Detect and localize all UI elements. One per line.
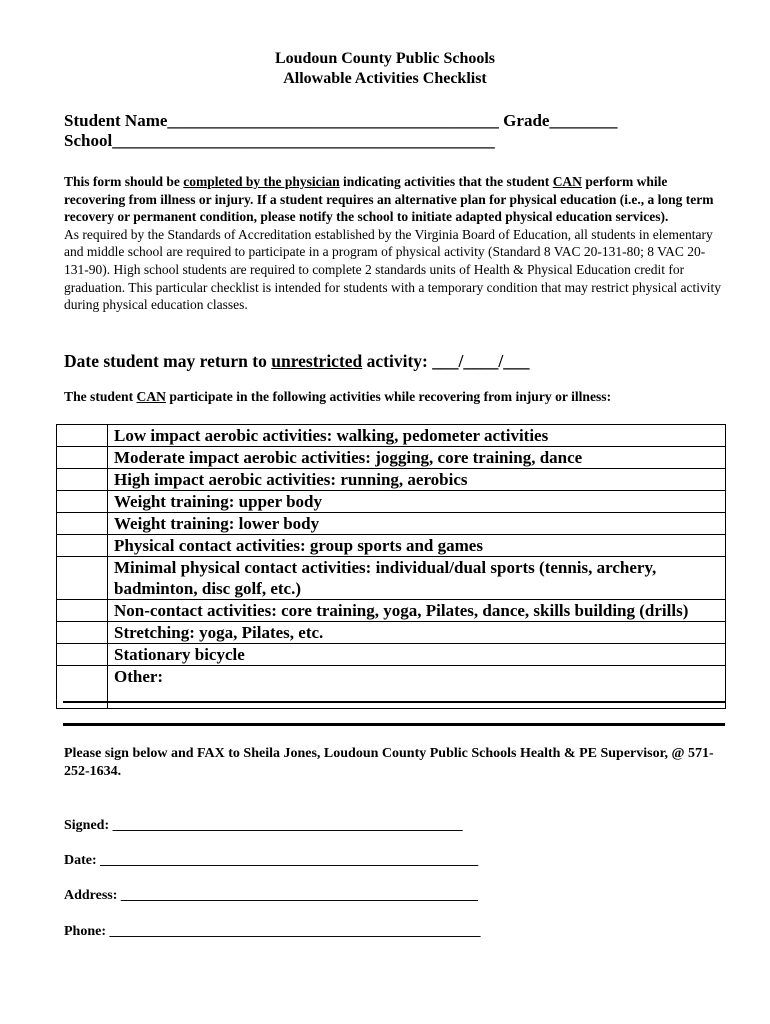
signed-row — [64, 818, 463, 834]
intro-regular: As required by the Standards of Accreditation established by the Virginia Board of Education, all students in elementary and middle school are required to participate in a program of physical activity (Standard 8 VAC 20-131-80; 8 VAC 20-131-90). High school students are required to complete 2 standards units of Health & Physical Education credit for graduation. This particular checklist is intended for students with a temporary condition that may restrict physical activity during physical education classes. — [64, 226, 721, 313]
divider — [63, 701, 725, 703]
checkbox-cell-upper-body[interactable] — [57, 491, 108, 513]
form-title: Allowable Activities Checklist — [283, 70, 487, 87]
checkbox-cell-lower-body[interactable] — [57, 513, 108, 535]
table-row — [57, 447, 726, 469]
return-date-line — [64, 351, 529, 372]
fax-instruction: Please sign below and FAX to Sheila Jones, Loudoun County Public Schools Health & PE Supervisor, @ 571-252-1634. — [64, 746, 714, 779]
activity-label: Stationary bicycle — [108, 644, 726, 666]
can-underlined: CAN — [136, 389, 166, 404]
school-field[interactable]: _____________________________________________ — [112, 131, 495, 150]
checkbox-cell-bicycle[interactable] — [57, 644, 108, 666]
intro-bold-2: indicating activities that the student — [339, 174, 553, 189]
table-row — [57, 535, 726, 557]
checkbox-cell-minimal-contact[interactable] — [57, 557, 108, 600]
activity-label: Weight training: upper body — [108, 491, 726, 513]
can-prefix: The student — [64, 389, 137, 404]
activity-label: Physical contact activities: group sports and games — [108, 535, 726, 557]
return-date-field[interactable]: activity: ___/____/___ — [362, 351, 530, 371]
activity-label: Weight training: lower body — [108, 513, 726, 535]
table-row — [57, 469, 726, 491]
table-row — [57, 491, 726, 513]
return-date-unrestricted: unrestricted — [271, 351, 363, 371]
student-name-field[interactable]: _______________________________________ — [167, 111, 499, 130]
return-date-prefix: Date student may return to — [64, 351, 272, 371]
signed-field[interactable]: __________________________________________________ — [112, 818, 463, 833]
school-title: Loudoun County Public Schools — [274, 50, 496, 67]
activity-label: Minimal physical contact activities: individual/dual sports (tennis, archery, badminton, disc golf, etc.) — [108, 557, 726, 600]
table-row — [57, 644, 726, 666]
intro-bold-3: perform while recovering from illness or injury. If a student requires an alternative plan for physical education (i.e., a long term recovery or permanent condition, please notify the school to initiate adapted physical education services). — [64, 174, 714, 225]
divider-thick — [63, 723, 725, 726]
address-label: Address: — [64, 888, 121, 903]
checkbox-cell-high-impact[interactable] — [57, 469, 108, 491]
activity-label: Low impact aerobic activities: walking, pedometer activities — [108, 425, 726, 447]
activity-label: High impact aerobic activities: running, aerobics — [108, 469, 726, 491]
grade-field[interactable]: ________ — [549, 111, 618, 130]
address-row — [64, 888, 478, 904]
date-label: Date: — [64, 853, 101, 868]
activity-label-other[interactable]: Other: — [108, 666, 726, 709]
address-field[interactable]: ___________________________________________________ — [120, 888, 478, 903]
checkbox-cell-moderate-impact[interactable] — [57, 447, 108, 469]
table-row — [57, 622, 726, 644]
signed-label: Signed: — [64, 818, 113, 833]
phone-label: Phone: — [64, 924, 110, 939]
checkbox-cell-contact[interactable] — [57, 535, 108, 557]
activity-label: Non-contact activities: core training, yoga, Pilates, dance, skills building (drills) — [108, 600, 726, 622]
grade-label: Grade — [498, 111, 550, 130]
table-row — [57, 425, 726, 447]
checkbox-cell-stretching[interactable] — [57, 622, 108, 644]
activity-label: Stretching: yoga, Pilates, etc. — [108, 622, 726, 644]
can-suffix: participate in the following activities while recovering from injury or illness: — [165, 389, 612, 404]
intro-physician: completed by the physician — [183, 174, 340, 189]
student-name-label: Student Name — [64, 111, 168, 130]
table-row — [57, 600, 726, 622]
school-row — [64, 131, 495, 151]
table-row — [57, 557, 726, 600]
school-label: School — [64, 131, 113, 150]
intro-bold-1: This form should be — [64, 174, 184, 189]
checkbox-cell-non-contact[interactable] — [57, 600, 108, 622]
activities-table — [56, 424, 726, 709]
checkbox-cell-low-impact[interactable] — [57, 425, 108, 447]
table-row — [57, 513, 726, 535]
activity-label: Moderate impact aerobic activities: jogging, core training, dance — [108, 447, 726, 469]
intro-can: CAN — [552, 174, 582, 189]
intro-text — [64, 173, 724, 314]
phone-field[interactable]: _____________________________________________________ — [109, 924, 481, 939]
student-name-row — [64, 111, 617, 131]
date-row — [64, 853, 478, 869]
phone-row — [64, 924, 481, 940]
can-statement — [64, 389, 611, 405]
date-field[interactable]: ______________________________________________________ — [100, 853, 479, 868]
